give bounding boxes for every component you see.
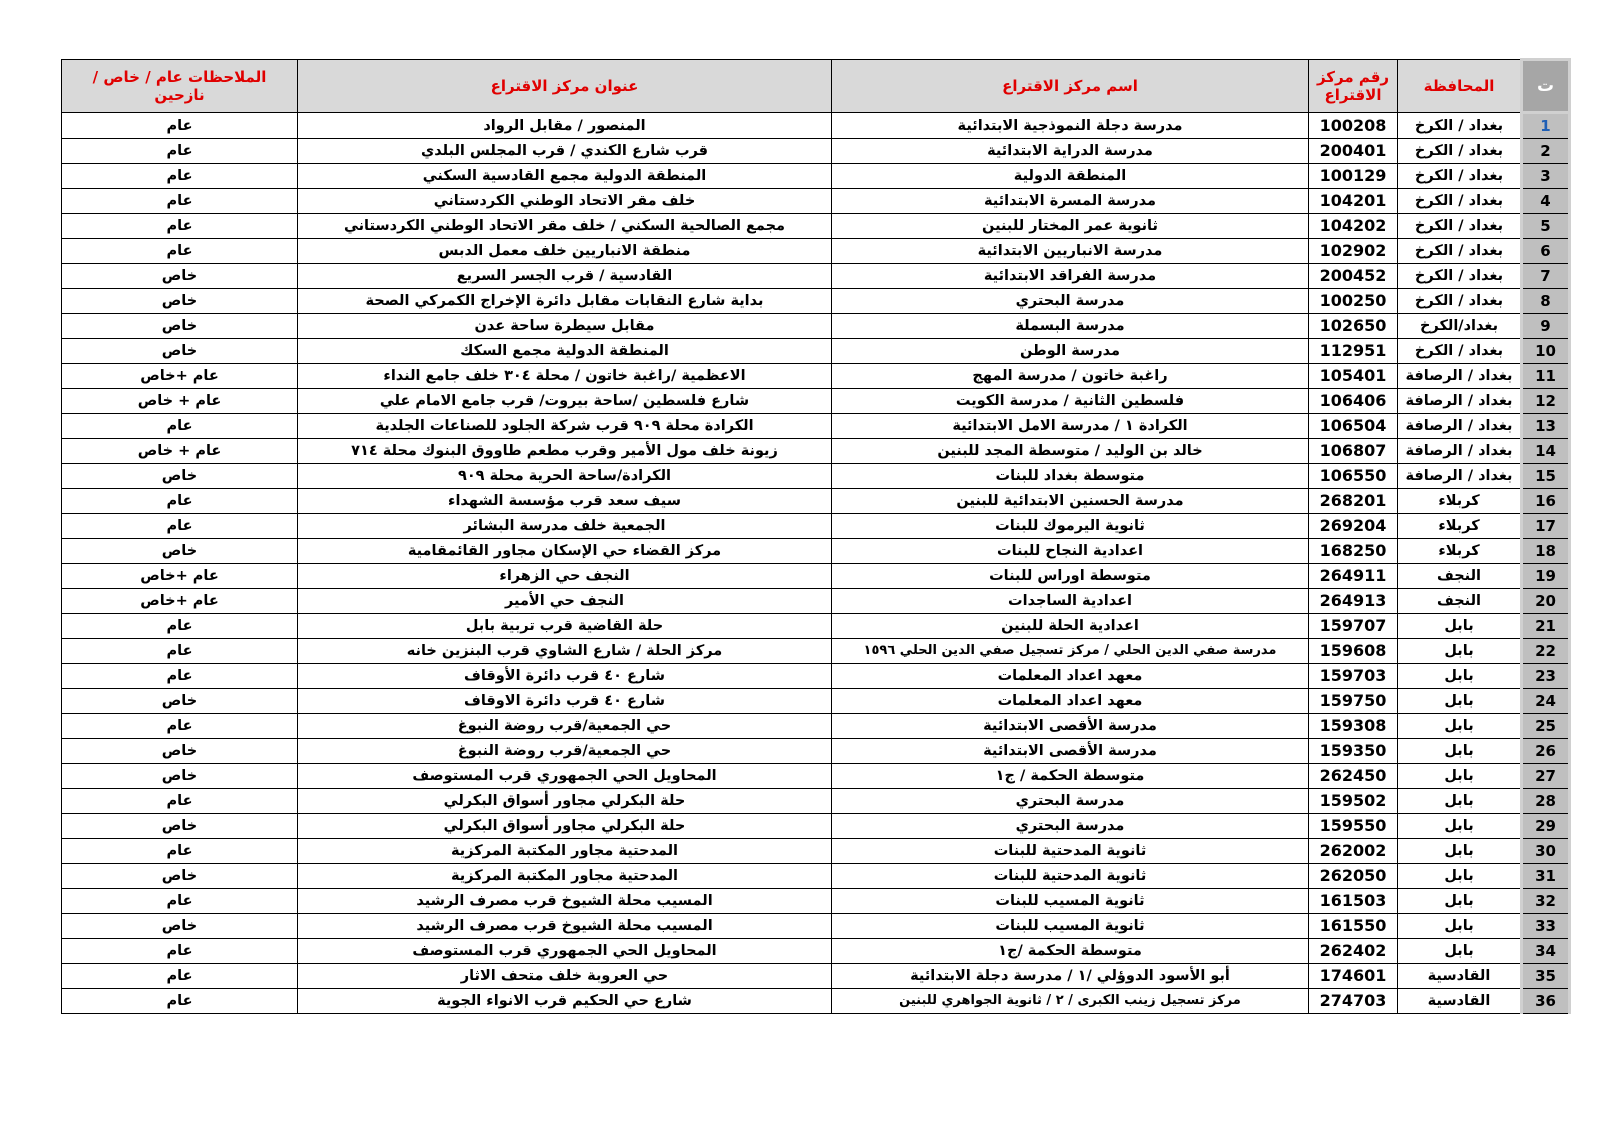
cell-center-number: 174601	[1309, 964, 1398, 989]
table-row	[62, 339, 1570, 364]
cell-center-number: 159308	[1309, 714, 1398, 739]
cell-center-address: المنصور / مقابل الرواد	[298, 113, 832, 139]
cell-center-number: 269204	[1309, 514, 1398, 539]
cell-center-address: النجف حي الأمير	[298, 589, 832, 614]
cell-center-name: معهد اعداد المعلمات	[832, 664, 1309, 689]
cell-center-address: المدحتية مجاور المكتبة المركزية	[298, 839, 832, 864]
cell-center-name: مدرسة البحتري	[832, 814, 1309, 839]
cell-notes: خاص	[62, 689, 298, 714]
cell-center-address: مركز القضاء حي الإسكان مجاور القائمقامية	[298, 539, 832, 564]
cell-governorate: بغداد / الكرخ	[1398, 214, 1522, 239]
cell-governorate: بغداد / الكرخ	[1398, 264, 1522, 289]
table-row	[62, 864, 1570, 889]
table-body	[62, 113, 1570, 1014]
cell-center-number: 264913	[1309, 589, 1398, 614]
cell-center-name: متوسطة الحكمة /ج١	[832, 939, 1309, 964]
header-center-address: عنوان مركز الاقتراع	[298, 60, 832, 113]
cell-index: 29	[1522, 814, 1570, 839]
cell-center-number: 159703	[1309, 664, 1398, 689]
cell-notes: عام	[62, 839, 298, 864]
cell-center-number: 262050	[1309, 864, 1398, 889]
cell-governorate: بغداد / الرصافة	[1398, 414, 1522, 439]
cell-center-address: المحاويل الحي الجمهوري قرب المستوصف	[298, 939, 832, 964]
cell-governorate: بابل	[1398, 939, 1522, 964]
cell-index: 26	[1522, 739, 1570, 764]
cell-center-address: المدحتية مجاور المكتبة المركزية	[298, 864, 832, 889]
cell-notes: عام	[62, 889, 298, 914]
cell-index: 6	[1522, 239, 1570, 264]
cell-center-name: مدرسة البحتري	[832, 789, 1309, 814]
table-row	[62, 614, 1570, 639]
cell-index: 9	[1522, 314, 1570, 339]
cell-center-name: ثانوية المسيب للبنات	[832, 914, 1309, 939]
cell-center-name: ثانوية المدحتية للبنات	[832, 839, 1309, 864]
table-header-row	[62, 60, 1570, 113]
cell-notes: عام +خاص	[62, 589, 298, 614]
cell-governorate: بابل	[1398, 714, 1522, 739]
cell-governorate: بابل	[1398, 789, 1522, 814]
table-row	[62, 113, 1570, 139]
cell-index: 17	[1522, 514, 1570, 539]
cell-index: 18	[1522, 539, 1570, 564]
polling-centers-table	[61, 58, 1571, 1014]
cell-center-address: المسيب محلة الشيوخ قرب مصرف الرشيد	[298, 889, 832, 914]
cell-index: 24	[1522, 689, 1570, 714]
cell-center-address: الكرادة/ساحة الحرية محلة ٩٠٩	[298, 464, 832, 489]
cell-notes: عام	[62, 964, 298, 989]
cell-center-number: 100129	[1309, 164, 1398, 189]
cell-index: 25	[1522, 714, 1570, 739]
cell-center-address: حي الجمعية/قرب روضة النبوغ	[298, 739, 832, 764]
cell-index: 20	[1522, 589, 1570, 614]
cell-governorate: بغداد / الكرخ	[1398, 113, 1522, 139]
cell-center-name: متوسطة بغداد للبنات	[832, 464, 1309, 489]
table-row	[62, 464, 1570, 489]
cell-notes: عام	[62, 939, 298, 964]
header-center-name: اسم مركز الاقتراع	[832, 60, 1309, 113]
cell-index: 22	[1522, 639, 1570, 664]
cell-index: 27	[1522, 764, 1570, 789]
cell-index: 15	[1522, 464, 1570, 489]
table-row	[62, 414, 1570, 439]
cell-center-address: سيف سعد قرب مؤسسة الشهداء	[298, 489, 832, 514]
cell-index: 32	[1522, 889, 1570, 914]
cell-governorate: بغداد / الرصافة	[1398, 439, 1522, 464]
cell-notes: عام	[62, 164, 298, 189]
table-row	[62, 564, 1570, 589]
cell-center-number: 105401	[1309, 364, 1398, 389]
header-center-number: رقم مركز الاقتراع	[1309, 60, 1398, 113]
table-row	[62, 964, 1570, 989]
cell-center-name: مدرسة صفي الدين الحلي / مركز تسجيل صفي الدين الحلي ١٥٩٦	[832, 639, 1309, 664]
table-row	[62, 664, 1570, 689]
cell-index: 13	[1522, 414, 1570, 439]
cell-notes: عام +خاص	[62, 564, 298, 589]
cell-center-name: اعدادية النجاح للبنات	[832, 539, 1309, 564]
cell-center-number: 106550	[1309, 464, 1398, 489]
cell-notes: عام	[62, 664, 298, 689]
cell-center-address: زيونة خلف مول الأمير وقرب مطعم طاووق البنوك محلة ٧١٤	[298, 439, 832, 464]
cell-center-number: 268201	[1309, 489, 1398, 514]
cell-center-address: المنطقة الدولية مجمع القادسية السكني	[298, 164, 832, 189]
cell-center-name: مدرسة الدراية الابتدائية	[832, 139, 1309, 164]
cell-center-number: 159350	[1309, 739, 1398, 764]
cell-notes: عام	[62, 189, 298, 214]
cell-center-name: راغبة خاتون / مدرسة المهج	[832, 364, 1309, 389]
cell-center-number: 264911	[1309, 564, 1398, 589]
cell-center-name: مدرسة الانباريين الابتدائية	[832, 239, 1309, 264]
cell-center-name: فلسطين الثانية / مدرسة الكويت	[832, 389, 1309, 414]
cell-notes: خاص	[62, 314, 298, 339]
cell-center-number: 200452	[1309, 264, 1398, 289]
cell-center-name: متوسطة الحكمة / ج١	[832, 764, 1309, 789]
cell-center-address: المحاويل الحي الجمهوري قرب المستوصف	[298, 764, 832, 789]
cell-notes: خاص	[62, 339, 298, 364]
cell-governorate: بابل	[1398, 739, 1522, 764]
table-row	[62, 539, 1570, 564]
cell-center-name: ثانوية المدحتية للبنات	[832, 864, 1309, 889]
table-row	[62, 814, 1570, 839]
cell-governorate: بابل	[1398, 839, 1522, 864]
cell-center-number: 104202	[1309, 214, 1398, 239]
cell-center-name: ثانوية المسيب للبنات	[832, 889, 1309, 914]
cell-center-number: 161503	[1309, 889, 1398, 914]
cell-governorate: بغداد / الكرخ	[1398, 139, 1522, 164]
cell-center-address: حلة البكرلي مجاور أسواق البكرلي	[298, 814, 832, 839]
cell-notes: عام + خاص	[62, 389, 298, 414]
cell-notes: عام	[62, 139, 298, 164]
cell-governorate: القادسية	[1398, 964, 1522, 989]
cell-center-name: مدرسة الأقصى الابتدائية	[832, 739, 1309, 764]
cell-governorate: القادسية	[1398, 989, 1522, 1014]
cell-notes: خاص	[62, 914, 298, 939]
cell-governorate: بابل	[1398, 614, 1522, 639]
table-row	[62, 939, 1570, 964]
cell-center-number: 262450	[1309, 764, 1398, 789]
cell-notes: خاص	[62, 814, 298, 839]
cell-center-number: 159550	[1309, 814, 1398, 839]
cell-center-name: معهد اعداد المعلمات	[832, 689, 1309, 714]
table-row	[62, 914, 1570, 939]
cell-center-name: اعدادية الحلة للبنين	[832, 614, 1309, 639]
table-row	[62, 189, 1570, 214]
cell-notes: خاص	[62, 289, 298, 314]
cell-governorate: كربلاء	[1398, 489, 1522, 514]
cell-center-number: 106504	[1309, 414, 1398, 439]
cell-notes: عام	[62, 614, 298, 639]
table-row	[62, 389, 1570, 414]
cell-index: 35	[1522, 964, 1570, 989]
cell-center-address: القادسية / قرب الجسر السريع	[298, 264, 832, 289]
cell-governorate: بغداد / الكرخ	[1398, 339, 1522, 364]
cell-governorate: بابل	[1398, 914, 1522, 939]
cell-center-address: المنطقة الدولية مجمع السكك	[298, 339, 832, 364]
cell-center-name: مدرسة المسرة الابتدائية	[832, 189, 1309, 214]
cell-notes: عام	[62, 239, 298, 264]
table-row	[62, 764, 1570, 789]
cell-center-number: 159608	[1309, 639, 1398, 664]
cell-center-name: خالد بن الوليد / متوسطة المجد للبنين	[832, 439, 1309, 464]
table-row	[62, 739, 1570, 764]
cell-center-number: 262402	[1309, 939, 1398, 964]
cell-center-number: 106807	[1309, 439, 1398, 464]
cell-governorate: بغداد / الرصافة	[1398, 389, 1522, 414]
cell-governorate: كربلاء	[1398, 514, 1522, 539]
table-row	[62, 439, 1570, 464]
header-notes: الملاحظات عام / خاص / نازحين	[62, 60, 298, 113]
cell-center-number: 102902	[1309, 239, 1398, 264]
cell-center-address: شارع ٤٠ قرب دائرة الأوقاف	[298, 664, 832, 689]
cell-center-address: منطقة الانباريين خلف معمل الدبس	[298, 239, 832, 264]
cell-center-name: مدرسة دجلة النموذجية الابتدائية	[832, 113, 1309, 139]
cell-notes: خاص	[62, 739, 298, 764]
cell-center-address: المسيب محلة الشيوخ قرب مصرف الرشيد	[298, 914, 832, 939]
cell-center-address: حلة البكرلي مجاور أسواق البكرلي	[298, 789, 832, 814]
cell-center-name: الكرادة ١ / مدرسة الامل الابتدائية	[832, 414, 1309, 439]
cell-center-number: 104201	[1309, 189, 1398, 214]
cell-center-address: مجمع الصالحية السكني / خلف مقر الاتحاد الوطني الكردستاني	[298, 214, 832, 239]
cell-center-number: 159707	[1309, 614, 1398, 639]
cell-center-name: مدرسة الحسنين الابتدائية للبنين	[832, 489, 1309, 514]
cell-center-address: حي الجمعية/قرب روضة النبوغ	[298, 714, 832, 739]
cell-center-number: 159750	[1309, 689, 1398, 714]
header-index: ت	[1522, 60, 1570, 113]
cell-governorate: بابل	[1398, 764, 1522, 789]
cell-center-number: 112951	[1309, 339, 1398, 364]
cell-notes: عام	[62, 414, 298, 439]
table-row	[62, 889, 1570, 914]
cell-governorate: بغداد / الكرخ	[1398, 189, 1522, 214]
cell-center-name: أبو الأسود الدوؤلي /١ / مدرسة دجلة الابتدائية	[832, 964, 1309, 989]
cell-notes: عام	[62, 989, 298, 1014]
cell-governorate: بابل	[1398, 664, 1522, 689]
table-row	[62, 364, 1570, 389]
cell-index: 16	[1522, 489, 1570, 514]
cell-center-address: مقابل سيطرة ساحة عدن	[298, 314, 832, 339]
table-row	[62, 514, 1570, 539]
table-row	[62, 264, 1570, 289]
cell-center-address: الكرادة محلة ٩٠٩ قرب شركة الجلود للصناعات الجلدية	[298, 414, 832, 439]
table-row	[62, 214, 1570, 239]
cell-notes: خاص	[62, 539, 298, 564]
cell-center-number: 100250	[1309, 289, 1398, 314]
cell-governorate: بغداد / الكرخ	[1398, 289, 1522, 314]
cell-governorate: بابل	[1398, 689, 1522, 714]
cell-governorate: كربلاء	[1398, 539, 1522, 564]
cell-notes: عام	[62, 789, 298, 814]
cell-notes: عام	[62, 714, 298, 739]
table-row	[62, 239, 1570, 264]
cell-center-name: مدرسة البحتري	[832, 289, 1309, 314]
cell-center-name: مدرسة الأقصى الابتدائية	[832, 714, 1309, 739]
cell-center-name: متوسطة اوراس للبنات	[832, 564, 1309, 589]
cell-center-address: حلة القاضية قرب تربية بابل	[298, 614, 832, 639]
cell-center-address: خلف مقر الاتحاد الوطني الكردستاني	[298, 189, 832, 214]
cell-index: 5	[1522, 214, 1570, 239]
polling-centers-table-wrapper	[61, 58, 1569, 1014]
cell-notes: عام	[62, 113, 298, 139]
cell-index: 11	[1522, 364, 1570, 389]
cell-index: 31	[1522, 864, 1570, 889]
cell-governorate: بابل	[1398, 889, 1522, 914]
cell-center-name: اعدادية الساجدات	[832, 589, 1309, 614]
cell-center-number: 102650	[1309, 314, 1398, 339]
cell-center-name: مركز تسجيل زينب الكبرى / ٢ / ثانوية الجواهري للبنين	[832, 989, 1309, 1014]
cell-center-address: شارع حي الحكيم قرب الانواء الجوية	[298, 989, 832, 1014]
cell-notes: عام + خاص	[62, 439, 298, 464]
cell-notes: عام	[62, 214, 298, 239]
cell-index: 3	[1522, 164, 1570, 189]
cell-index: 28	[1522, 789, 1570, 814]
cell-index: 8	[1522, 289, 1570, 314]
cell-governorate: بابل	[1398, 864, 1522, 889]
cell-center-address: بداية شارع النقابات مقابل دائرة الإخراج الكمركي الصحة	[298, 289, 832, 314]
cell-index: 12	[1522, 389, 1570, 414]
cell-notes: عام	[62, 514, 298, 539]
cell-center-address: حي العروبة خلف متحف الاثار	[298, 964, 832, 989]
cell-index: 30	[1522, 839, 1570, 864]
cell-index: 1	[1522, 113, 1570, 139]
cell-index: 10	[1522, 339, 1570, 364]
cell-center-number: 168250	[1309, 539, 1398, 564]
cell-index: 34	[1522, 939, 1570, 964]
table-row	[62, 139, 1570, 164]
cell-notes: خاص	[62, 864, 298, 889]
table-row	[62, 789, 1570, 814]
table-row	[62, 689, 1570, 714]
cell-center-number: 106406	[1309, 389, 1398, 414]
cell-governorate: النجف	[1398, 589, 1522, 614]
cell-index: 23	[1522, 664, 1570, 689]
table-row	[62, 589, 1570, 614]
header-governorate: المحافظة	[1398, 60, 1522, 113]
table-row	[62, 489, 1570, 514]
cell-notes: خاص	[62, 464, 298, 489]
cell-center-address: الاعظمية /راغبة خاتون / محلة ٣٠٤ خلف جامع النداء	[298, 364, 832, 389]
cell-center-address: شارع ٤٠ قرب دائرة الاوقاف	[298, 689, 832, 714]
cell-index: 21	[1522, 614, 1570, 639]
cell-index: 2	[1522, 139, 1570, 164]
cell-governorate: بابل	[1398, 814, 1522, 839]
cell-center-number: 159502	[1309, 789, 1398, 814]
cell-notes: خاص	[62, 764, 298, 789]
cell-governorate: بغداد / الرصافة	[1398, 364, 1522, 389]
cell-index: 7	[1522, 264, 1570, 289]
table-row	[62, 289, 1570, 314]
cell-notes: عام	[62, 639, 298, 664]
cell-center-address: شارع فلسطين /ساحة بيروت/ قرب جامع الامام علي	[298, 389, 832, 414]
cell-center-number: 161550	[1309, 914, 1398, 939]
cell-center-name: مدرسة الفراقد الابتدائية	[832, 264, 1309, 289]
cell-center-number: 200401	[1309, 139, 1398, 164]
cell-center-name: مدرسة الوطن	[832, 339, 1309, 364]
cell-center-number: 100208	[1309, 113, 1398, 139]
cell-index: 36	[1522, 989, 1570, 1014]
cell-notes: عام	[62, 489, 298, 514]
cell-governorate: بغداد/الكرخ	[1398, 314, 1522, 339]
cell-governorate: بغداد / الكرخ	[1398, 164, 1522, 189]
table-row	[62, 714, 1570, 739]
cell-center-address: قرب شارع الكندي / قرب المجلس البلدي	[298, 139, 832, 164]
cell-center-name: مدرسة البسملة	[832, 314, 1309, 339]
cell-index: 19	[1522, 564, 1570, 589]
cell-center-address: الجمعية خلف مدرسة البشائر	[298, 514, 832, 539]
cell-center-number: 262002	[1309, 839, 1398, 864]
cell-governorate: بابل	[1398, 639, 1522, 664]
table-row	[62, 839, 1570, 864]
cell-center-address: مركز الحلة / شارع الشاوي قرب البنزين خانه	[298, 639, 832, 664]
table-row	[62, 164, 1570, 189]
cell-governorate: بغداد / الرصافة	[1398, 464, 1522, 489]
cell-index: 14	[1522, 439, 1570, 464]
cell-governorate: بغداد / الكرخ	[1398, 239, 1522, 264]
cell-notes: خاص	[62, 264, 298, 289]
cell-center-name: المنطقة الدولية	[832, 164, 1309, 189]
cell-index: 4	[1522, 189, 1570, 214]
cell-center-name: ثانوية عمر المختار للبنين	[832, 214, 1309, 239]
cell-index: 33	[1522, 914, 1570, 939]
cell-governorate: النجف	[1398, 564, 1522, 589]
table-row	[62, 989, 1570, 1014]
cell-center-address: النجف حي الزهراء	[298, 564, 832, 589]
cell-notes: عام +خاص	[62, 364, 298, 389]
table-row	[62, 639, 1570, 664]
table-row	[62, 314, 1570, 339]
cell-center-number: 274703	[1309, 989, 1398, 1014]
cell-center-name: ثانوية اليرموك للبنات	[832, 514, 1309, 539]
